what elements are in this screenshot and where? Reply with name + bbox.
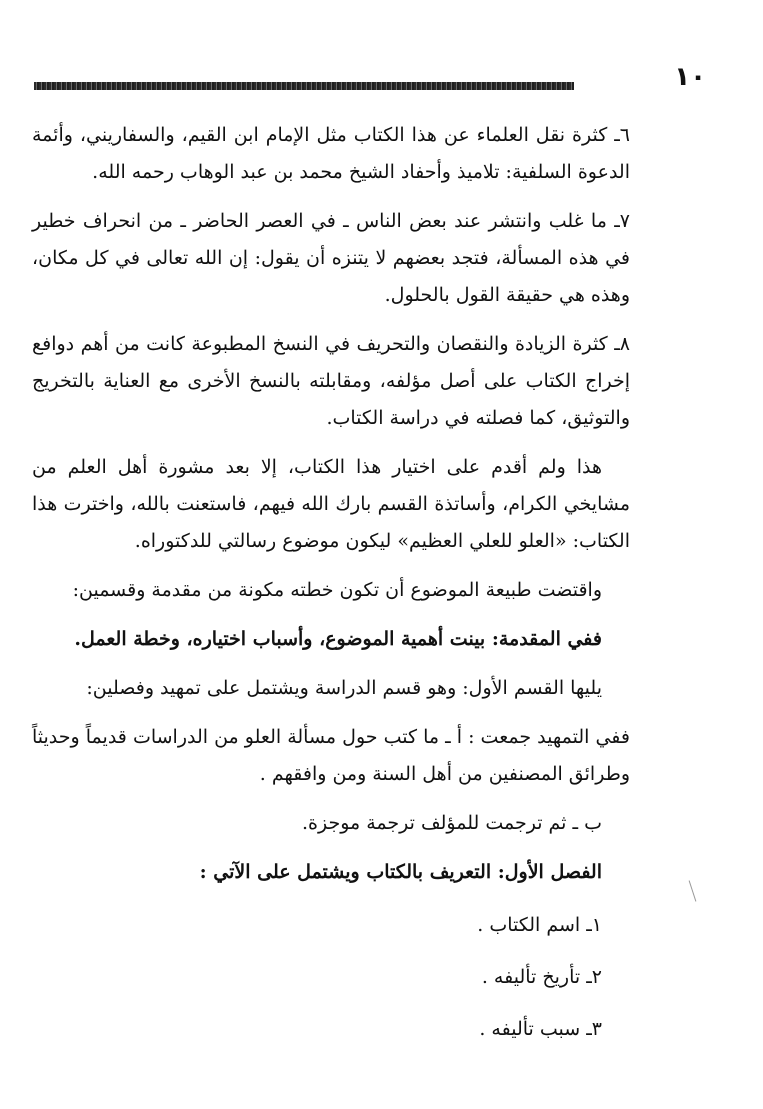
header-rule xyxy=(34,82,574,90)
list-item: ٢ـ تأريخ تأليفه . xyxy=(481,966,602,988)
paragraph-reason-7: ٧ـ ما غلب وانتشر عند بعض الناس ـ في العصر الحاضر ـ من انحراف خطير في هذه المسألة، فتجد بعضهم لا يتنزه أن يقول: إن الله تعالى في كل مكان، وهذه هي حقيقة القول بالحلول. xyxy=(32,210,630,306)
paragraph-muqaddima: ففي المقدمة: بينت أهمية الموضوع، وأسباب اختياره، وخطة العمل. xyxy=(74,628,602,650)
pen-mark xyxy=(689,880,697,901)
page-body xyxy=(32,117,630,1063)
page-header xyxy=(34,62,734,98)
paragraph-tamhid: ففي التمهيد جمعت : أ ـ ما كتب حول مسألة العلو من الدراسات قديماً وحديثاً وطرائق المصنفين من أهل السنة ومن وافقهم . xyxy=(32,726,630,785)
paragraph-section-1: يليها القسم الأول: وهو قسم الدراسة ويشتمل على تمهيد وفصلين: xyxy=(86,677,602,699)
list-item: ١ـ اسم الكتاب . xyxy=(477,914,602,936)
paragraph-plan: واقتضت طبيعة الموضوع أن تكون خطته مكونة من مقدمة وقسمين: xyxy=(72,579,602,601)
chapter-1-heading: الفصل الأول: التعريف بالكتاب ويشتمل على الآتي : xyxy=(199,861,602,883)
paragraph-tamhid-b: ب ـ ثم ترجمت للمؤلف ترجمة موجزة. xyxy=(301,812,602,834)
paragraph-reason-6: ٦ـ كثرة نقل العلماء عن هذا الكتاب مثل الإمام ابن القيم، والسفاريني، وأئمة الدعوة السلفية: تلاميذ وأحفاد الشيخ محمد بن عبد الوهاب رحمه الله. xyxy=(32,124,630,183)
list-item: ٣ـ سبب تأليفه . xyxy=(479,1018,602,1040)
page-number: ١٠ xyxy=(674,62,706,92)
paragraph-reason-8: ٨ـ كثرة الزيادة والنقصان والتحريف في النسخ المطبوعة كانت من أهم دوافع إخراج الكتاب على أصل مؤلفه، ومقابلته بالنسخ الأخرى مع العناية بالتخريج والتوثيق، كما فصلته في دراسة الكتاب. xyxy=(32,333,630,429)
paragraph-intro: هذا ولم أقدم على اختيار هذا الكتاب، إلا بعد مشورة أهل العلم من مشايخي الكرام، وأساتذة القسم بارك الله فيهم، فاستعنت بالله، واخترت هذا الكتاب: «العلو للعلي العظيم» ليكون موضوع رسالتي للدكتوراه. xyxy=(32,456,630,552)
